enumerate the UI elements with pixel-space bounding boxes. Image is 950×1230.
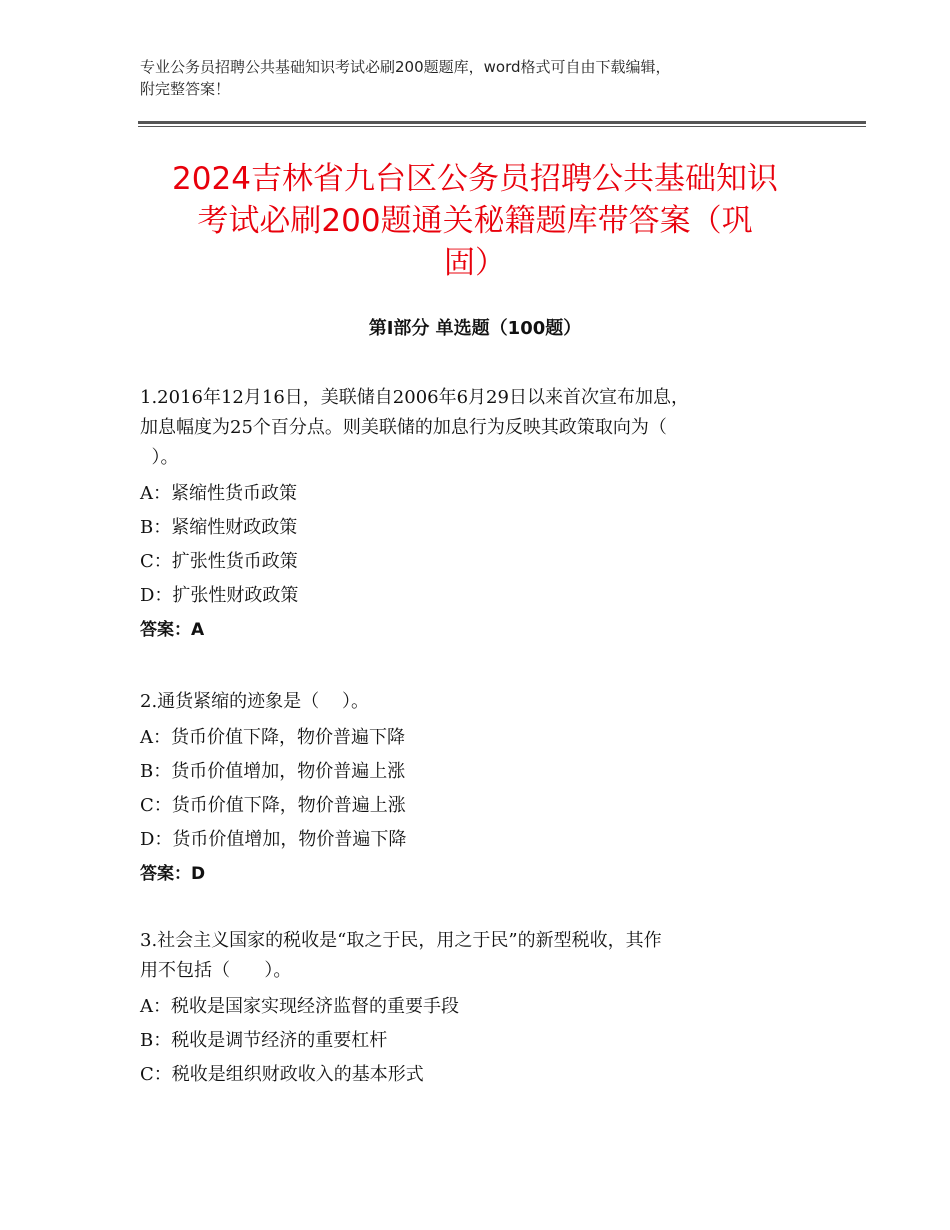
option-a: A：紧缩性货币政策 <box>140 483 297 504</box>
document-title-line-2: 考试必刷200题通关秘籍题库带答案（巩 <box>197 203 753 239</box>
header-note-line-2: 附完整答案！ <box>140 80 231 98</box>
question-2 <box>140 687 810 891</box>
option-c: C：税收是组织财政收入的基本形式 <box>140 1064 424 1085</box>
question-stem <box>140 687 810 717</box>
document-title-line-3: 固） <box>444 245 506 281</box>
header-divider-thin <box>138 126 866 127</box>
question-3 <box>140 926 810 1092</box>
option-a: A：税收是国家实现经济监督的重要手段 <box>140 996 459 1017</box>
document-title <box>130 158 820 284</box>
option-d: D：扩张性财政政策 <box>140 585 299 606</box>
option-b: B：税收是调节经济的重要杠杆 <box>140 1030 388 1051</box>
header-divider-thick <box>138 121 866 124</box>
option-b: B：紧缩性财政政策 <box>140 517 298 538</box>
answer-label: 答案：A <box>140 620 205 640</box>
question-stem <box>140 926 810 986</box>
document-title-line-1: 2024吉林省九台区公务员招聘公共基础知识 <box>172 161 778 197</box>
question-stem-line: 1.2016年12月16日，美联储自2006年6月29日以来首次宣布加息， <box>140 387 689 408</box>
question-stem <box>140 383 810 473</box>
option-c: C：货币价值下降，物价普遍上涨 <box>140 795 406 816</box>
option-b: B：货币价值增加，物价普遍上涨 <box>140 761 406 782</box>
header-note <box>140 56 820 100</box>
question-stem-line: 3.社会主义国家的税收是“取之于民，用之于民”的新型税收，其作 <box>140 930 662 951</box>
question-stem-line: ）。 <box>140 447 179 468</box>
question-stem-line: 加息幅度为25个百分点。则美联储的加息行为反映其政策取向为（ <box>140 417 667 438</box>
option-c: C：扩张性货币政策 <box>140 551 298 572</box>
option-a: A：货币价值下降，物价普遍下降 <box>140 727 405 748</box>
question-stem-line: 2.通货紧缩的迹象是（ ）。 <box>140 691 370 712</box>
section-heading: 第Ⅰ部分 单选题（100题） <box>368 318 582 339</box>
header-note-line-1: 专业公务员招聘公共基础知识考试必刷200题题库，word格式可自由下载编辑， <box>140 58 671 76</box>
question-1 <box>140 383 810 647</box>
question-stem-line: 用不包括（ ）。 <box>140 960 292 981</box>
option-d: D：货币价值增加，物价普遍下降 <box>140 829 407 850</box>
answer-label: 答案：D <box>140 864 206 884</box>
